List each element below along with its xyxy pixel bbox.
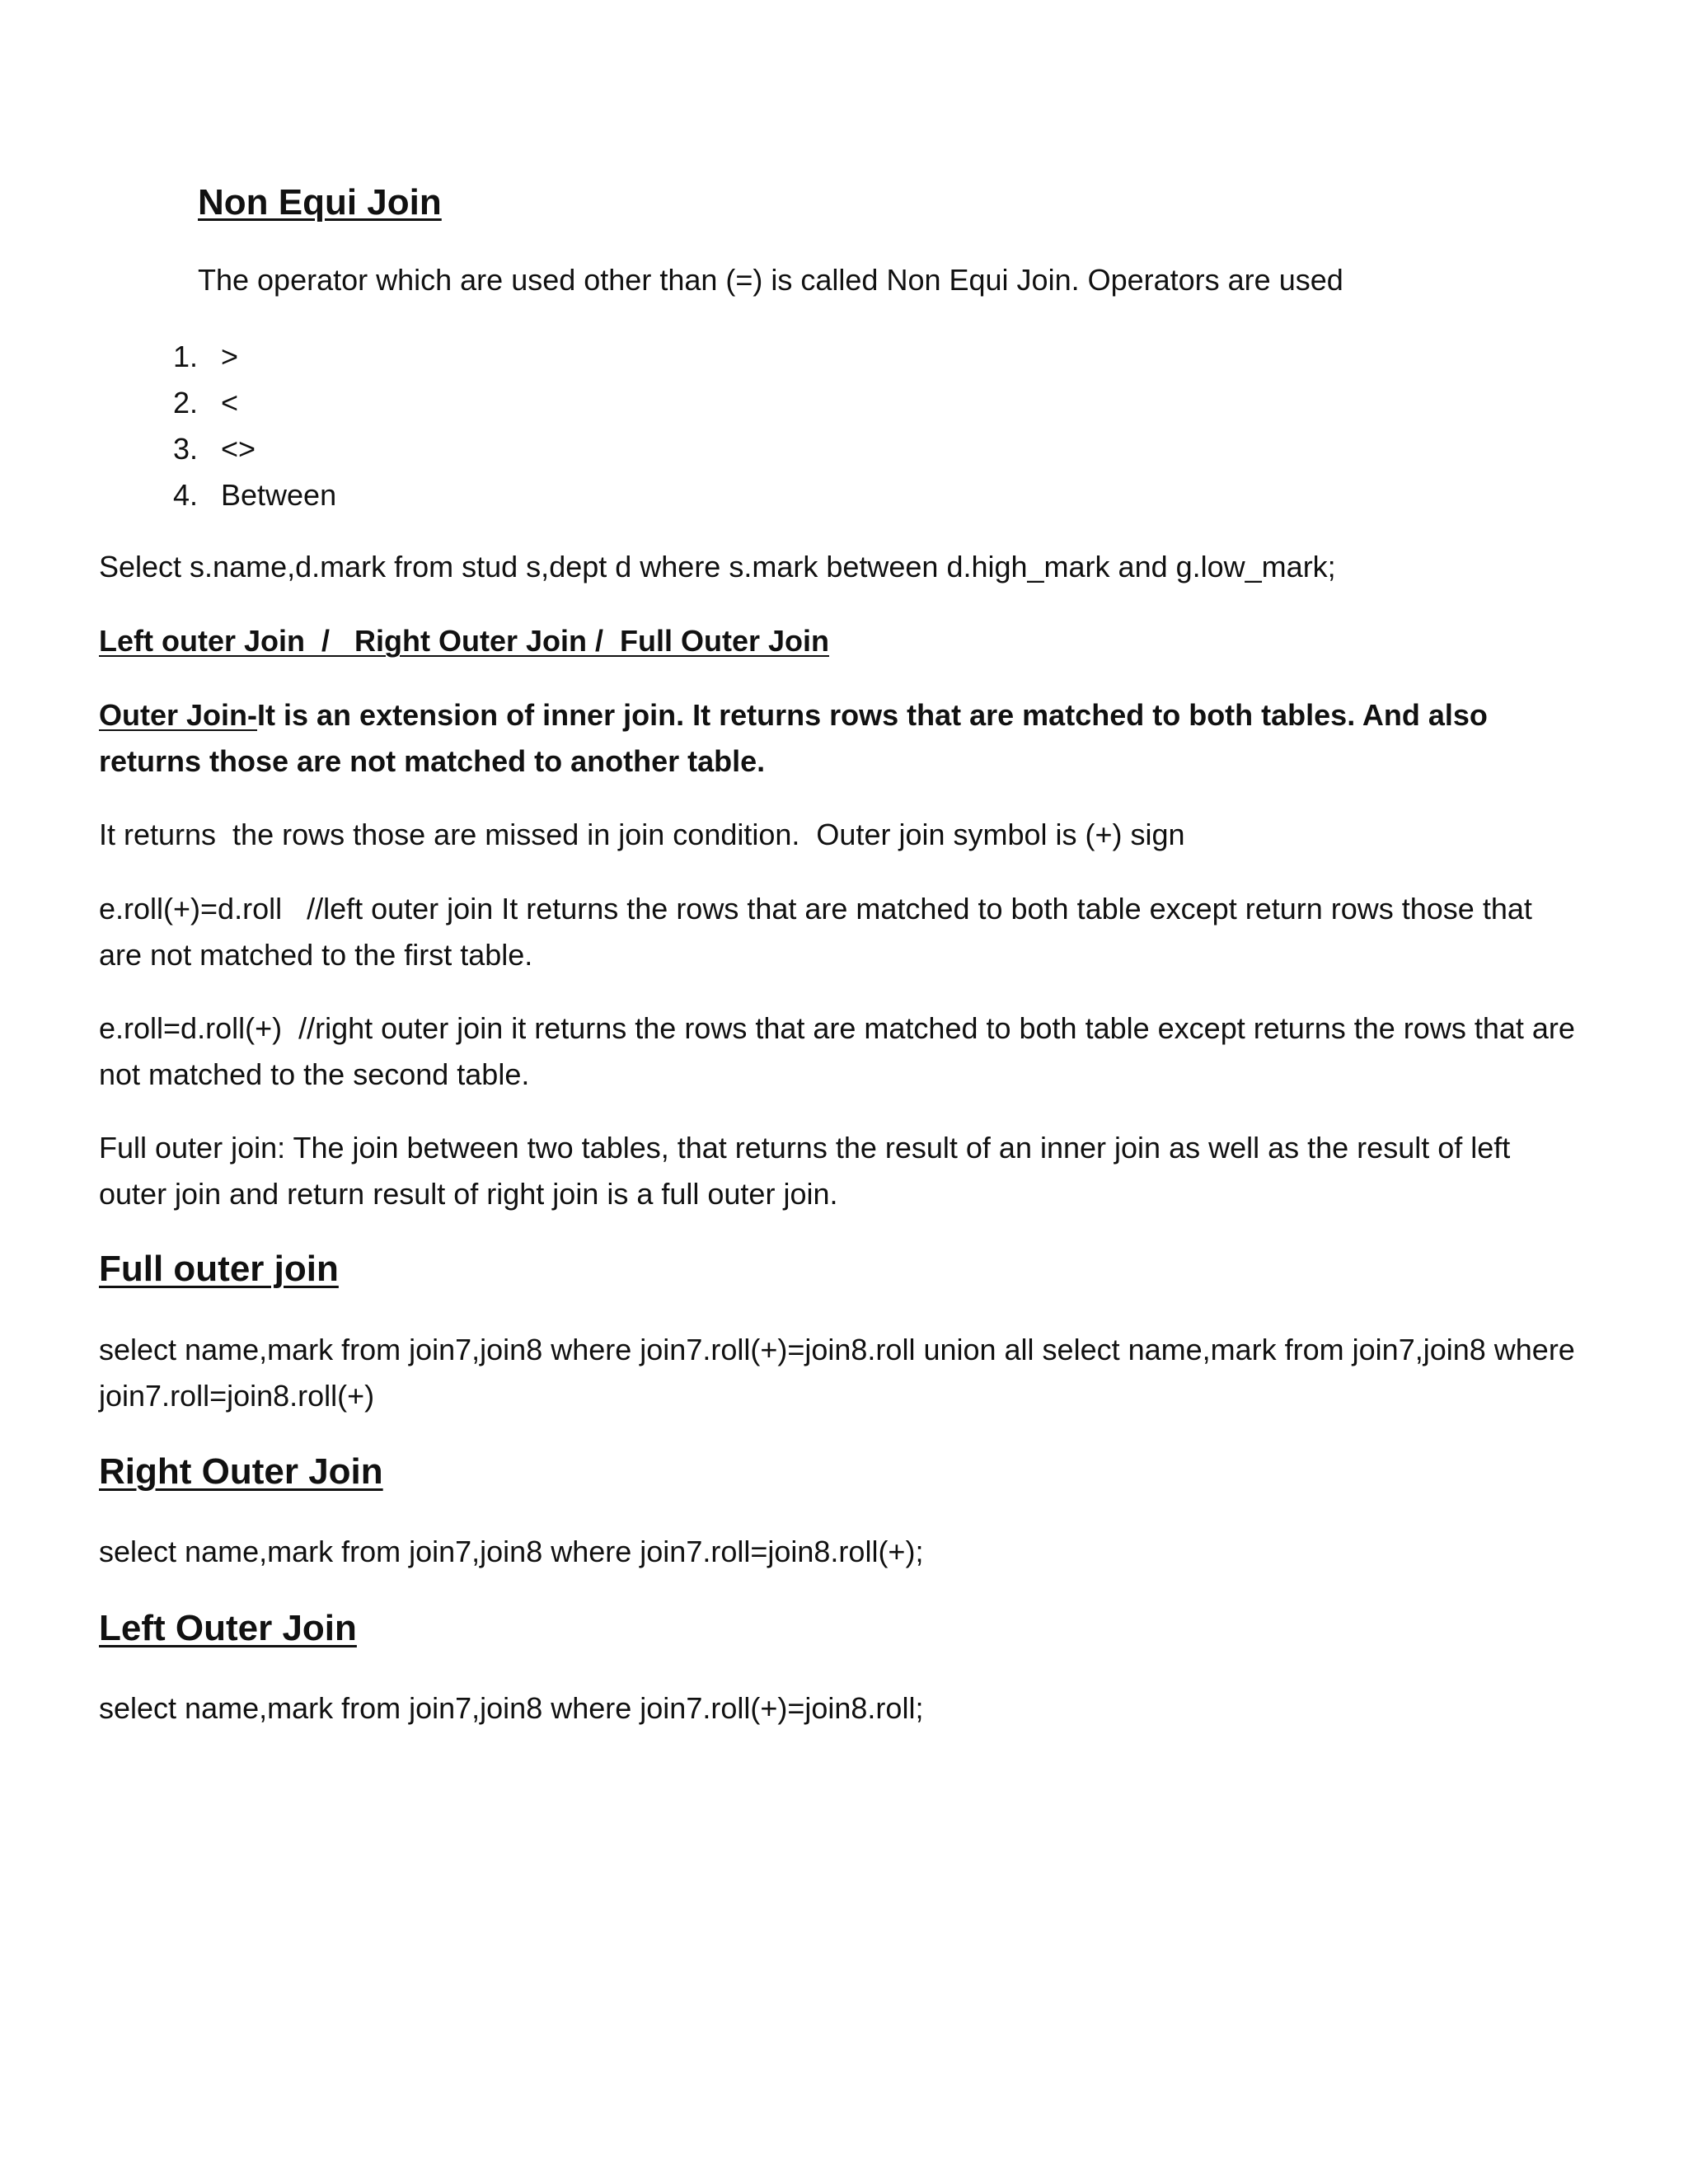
list-item — [140, 426, 882, 472]
missed-rows-note: It returns the rows those are missed in join condition. Outer join symbol is (+) sign — [99, 818, 1185, 851]
right-outer-join-query: select name,mark from join7,join8 where join7.roll=join8.roll(+); — [99, 1535, 924, 1568]
non-equi-join-description: The operator which are used other than (=) is called Non Equi Join. Operators are used — [198, 263, 1343, 297]
left-outer-join-query: select name,mark from join7,join8 where join7.roll(+)=join8.roll; — [99, 1691, 924, 1725]
full-outer-join-query: select name,mark from join7,join8 where join7.roll(+)=join8.roll union all select name,mark from join7,join8 where join7.roll=join8.roll(+) — [99, 1333, 1575, 1413]
operator-list — [140, 334, 882, 518]
full-outer-join-heading: Full outer join — [99, 1249, 339, 1289]
list-item-text: <> — [221, 432, 256, 466]
list-item-text: < — [221, 386, 239, 419]
left-outer-note: e.roll(+)=d.roll //left outer join It returns the rows that are matched to both table except return rows those that are not matched to the first table. — [99, 892, 1540, 972]
right-outer-join-heading: Right Outer Join — [99, 1451, 383, 1492]
list-item-number: 1. — [172, 340, 198, 373]
outer-join-definition — [99, 692, 1582, 785]
non-equi-example-query: Select s.name,d.mark from stud s,dept d where s.mark between d.high_mark and g.low_mark; — [99, 550, 1336, 583]
list-item — [140, 472, 882, 518]
list-item-number: 3. — [172, 432, 198, 466]
list-item-number: 2. — [172, 386, 198, 419]
outer-join-definition-text: It is an extension of inner join. It returns rows that are matched to both tables. And also returns those are not matched to another table. — [99, 698, 1488, 778]
non-equi-join-title: Non Equi Join — [198, 182, 442, 223]
outer-join-types-heading: Left outer Join / Right Outer Join / Full Outer Join — [99, 624, 830, 658]
list-item-number: 4. — [172, 478, 198, 512]
list-item-text: > — [221, 340, 239, 373]
list-item-text: Between — [221, 478, 337, 512]
full-outer-note: Full outer join: The join between two tables, that returns the result of an inner join as well as the result of left outer join and return result of right join is a full outer join. — [99, 1131, 1511, 1211]
list-item — [140, 334, 882, 380]
left-outer-join-heading: Left Outer Join — [99, 1608, 357, 1648]
list-item — [140, 380, 882, 426]
right-outer-note: e.roll=d.roll(+) //right outer join it returns the rows that are matched to both table except returns the rows that are not matched to the second table. — [99, 1011, 1583, 1091]
outer-join-label: Outer Join- — [99, 698, 258, 732]
